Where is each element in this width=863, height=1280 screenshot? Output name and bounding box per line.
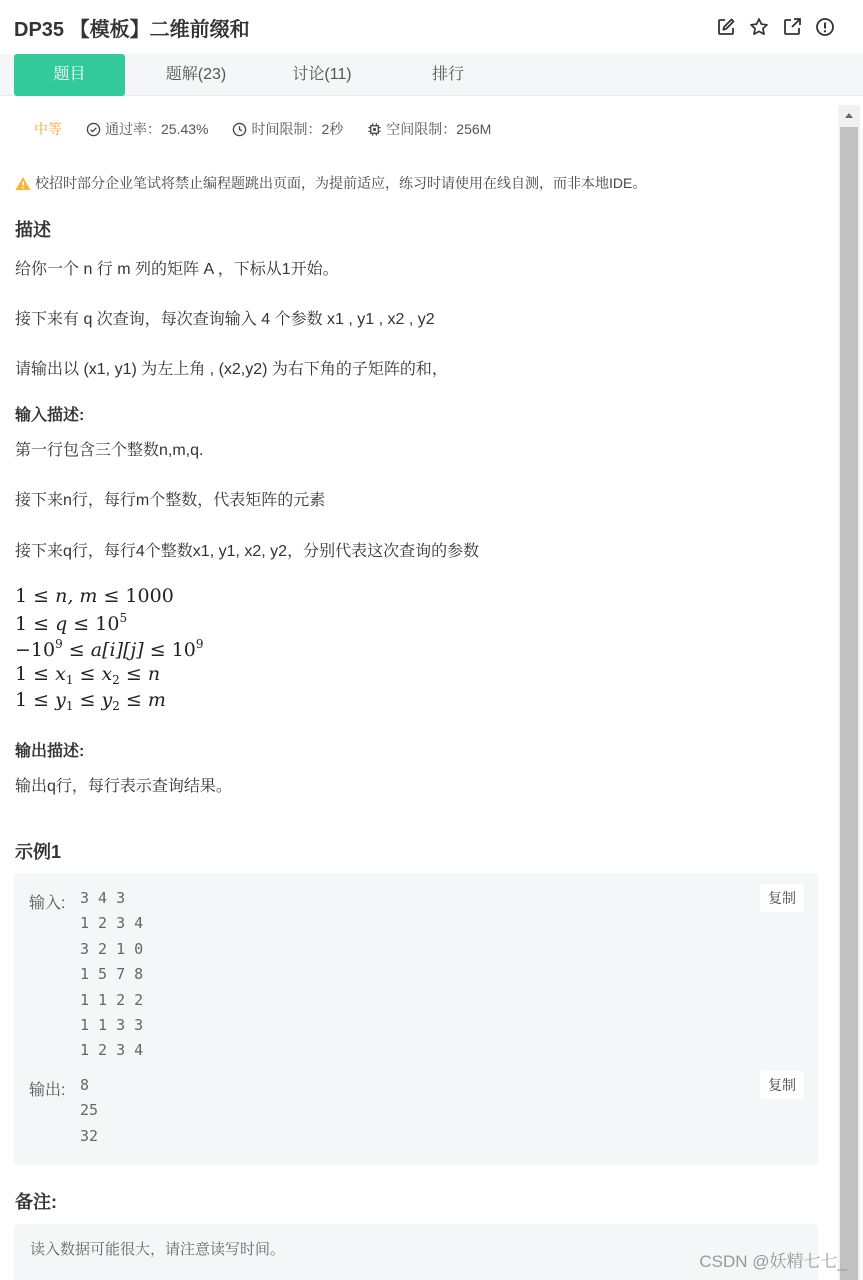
description-line: 请输出以 (x1, y1) 为左上角 , (x2,y2) 为右下角的子矩阵的和，	[15, 361, 448, 378]
note-box	[14, 1224, 818, 1280]
example-box	[14, 873, 818, 1165]
example-input-line: 1 1 3 3	[80, 1015, 144, 1034]
output-description-line: 输出q行，每行表示查询结果。	[15, 778, 232, 795]
input-description-line: 接下来q行，每行4个整数x1, y1, x2, y2，分别代表这次查询的参数	[15, 543, 480, 560]
constraint-q: $1 \le q \le 10^5$	[15, 611, 128, 635]
example-input-line: 3 4 3	[80, 889, 126, 907]
difficulty-badge: 中等	[34, 121, 62, 137]
constraint-y: $1 \le y_1 \le y_2 \le m$	[15, 689, 166, 713]
example-heading: 示例1	[15, 842, 62, 862]
time-limit	[232, 119, 343, 139]
example-output-line: 8	[80, 1076, 90, 1094]
note-text: 读入数据可能很大，请注意读写时间。	[30, 1241, 286, 1258]
problem-content	[0, 97, 838, 1280]
input-description-line: 第一行包含三个整数n,m,q.	[15, 442, 204, 459]
example-input-line: 1 2 3 4	[80, 914, 144, 933]
check-circle-icon	[86, 122, 101, 137]
description-heading: 描述	[15, 220, 51, 240]
pass-rate	[86, 119, 208, 139]
input-description-heading: 输入描述:	[15, 407, 85, 424]
description-line: 接下来有 q 次查询，每次查询输入 4 个参数 x1 , y1 , x2 , y2	[15, 311, 435, 328]
example-output-line: 25	[80, 1101, 99, 1120]
scroll-up-arrow-icon[interactable]	[838, 105, 860, 127]
time-limit-text: 时间限制：2秒	[251, 121, 344, 137]
input-description-line: 接下来n行，每行m个整数，代表矩阵的元素	[15, 492, 326, 509]
example-input-line: 1 5 7 8	[80, 965, 144, 984]
example-input-line: 1 1 2 2	[80, 990, 144, 1009]
ide-warning	[15, 173, 646, 193]
example-input-label: 输入:	[29, 895, 66, 912]
tab-discussion[interactable]: 讨论(11)	[292, 66, 352, 83]
problem-meta	[34, 119, 515, 139]
header-actions	[716, 17, 835, 37]
example-input-lines[interactable]	[80, 886, 143, 1064]
tab-solutions[interactable]: 题解(23)	[165, 66, 227, 83]
tab-bar	[0, 54, 863, 96]
description-line: 给你一个 n 行 m 列的矩阵 A ，下标从1开始。	[15, 261, 339, 278]
constraint-aij: $-10^9 \le a[i][j] \le 10^9$	[15, 637, 204, 661]
clock-icon	[232, 122, 247, 137]
output-description-heading: 输出描述:	[15, 743, 85, 760]
example-output-line: 32	[80, 1126, 99, 1145]
constraint-nm: 1 ≤ n, m ≤ 1000	[15, 585, 174, 607]
copy-output-button[interactable]: 复制	[760, 1071, 804, 1099]
chip-icon	[367, 122, 382, 137]
report-icon[interactable]	[815, 17, 835, 37]
edit-icon[interactable]	[716, 17, 736, 37]
space-limit-text: 空间限制：256M	[386, 121, 492, 137]
vertical-scrollbar[interactable]	[838, 105, 860, 1280]
copy-input-button[interactable]: 复制	[760, 884, 804, 912]
problem-title: DP35 【模板】二维前缀和	[14, 19, 250, 41]
example-output-lines[interactable]	[80, 1073, 98, 1149]
warning-icon	[15, 176, 31, 191]
pass-rate-text: 通过率：25.43%	[105, 121, 209, 137]
star-icon[interactable]	[749, 17, 769, 37]
tab-ranking[interactable]: 排行	[431, 66, 464, 83]
example-output-label: 输出:	[29, 1082, 66, 1099]
scrollbar-thumb[interactable]	[840, 127, 858, 1280]
constraint-x: $1 \le x_1 \le x_2 \le n$	[15, 663, 161, 687]
page-header	[0, 0, 863, 54]
tab-problem[interactable]: 题目	[14, 54, 125, 96]
example-input-line: 1 2 3 4	[80, 1041, 144, 1060]
warning-text: 校招时部分企业笔试将禁止编程题跳出页面，为提前适应，练习时请使用在线自测，而非本地IDE。	[35, 175, 647, 191]
note-heading: 备注:	[15, 1192, 57, 1212]
example-input-line: 3 2 1 0	[80, 939, 144, 958]
watermark: CSDN @妖精七七_	[699, 1252, 847, 1271]
external-link-icon[interactable]	[782, 17, 802, 37]
space-limit	[367, 119, 491, 139]
